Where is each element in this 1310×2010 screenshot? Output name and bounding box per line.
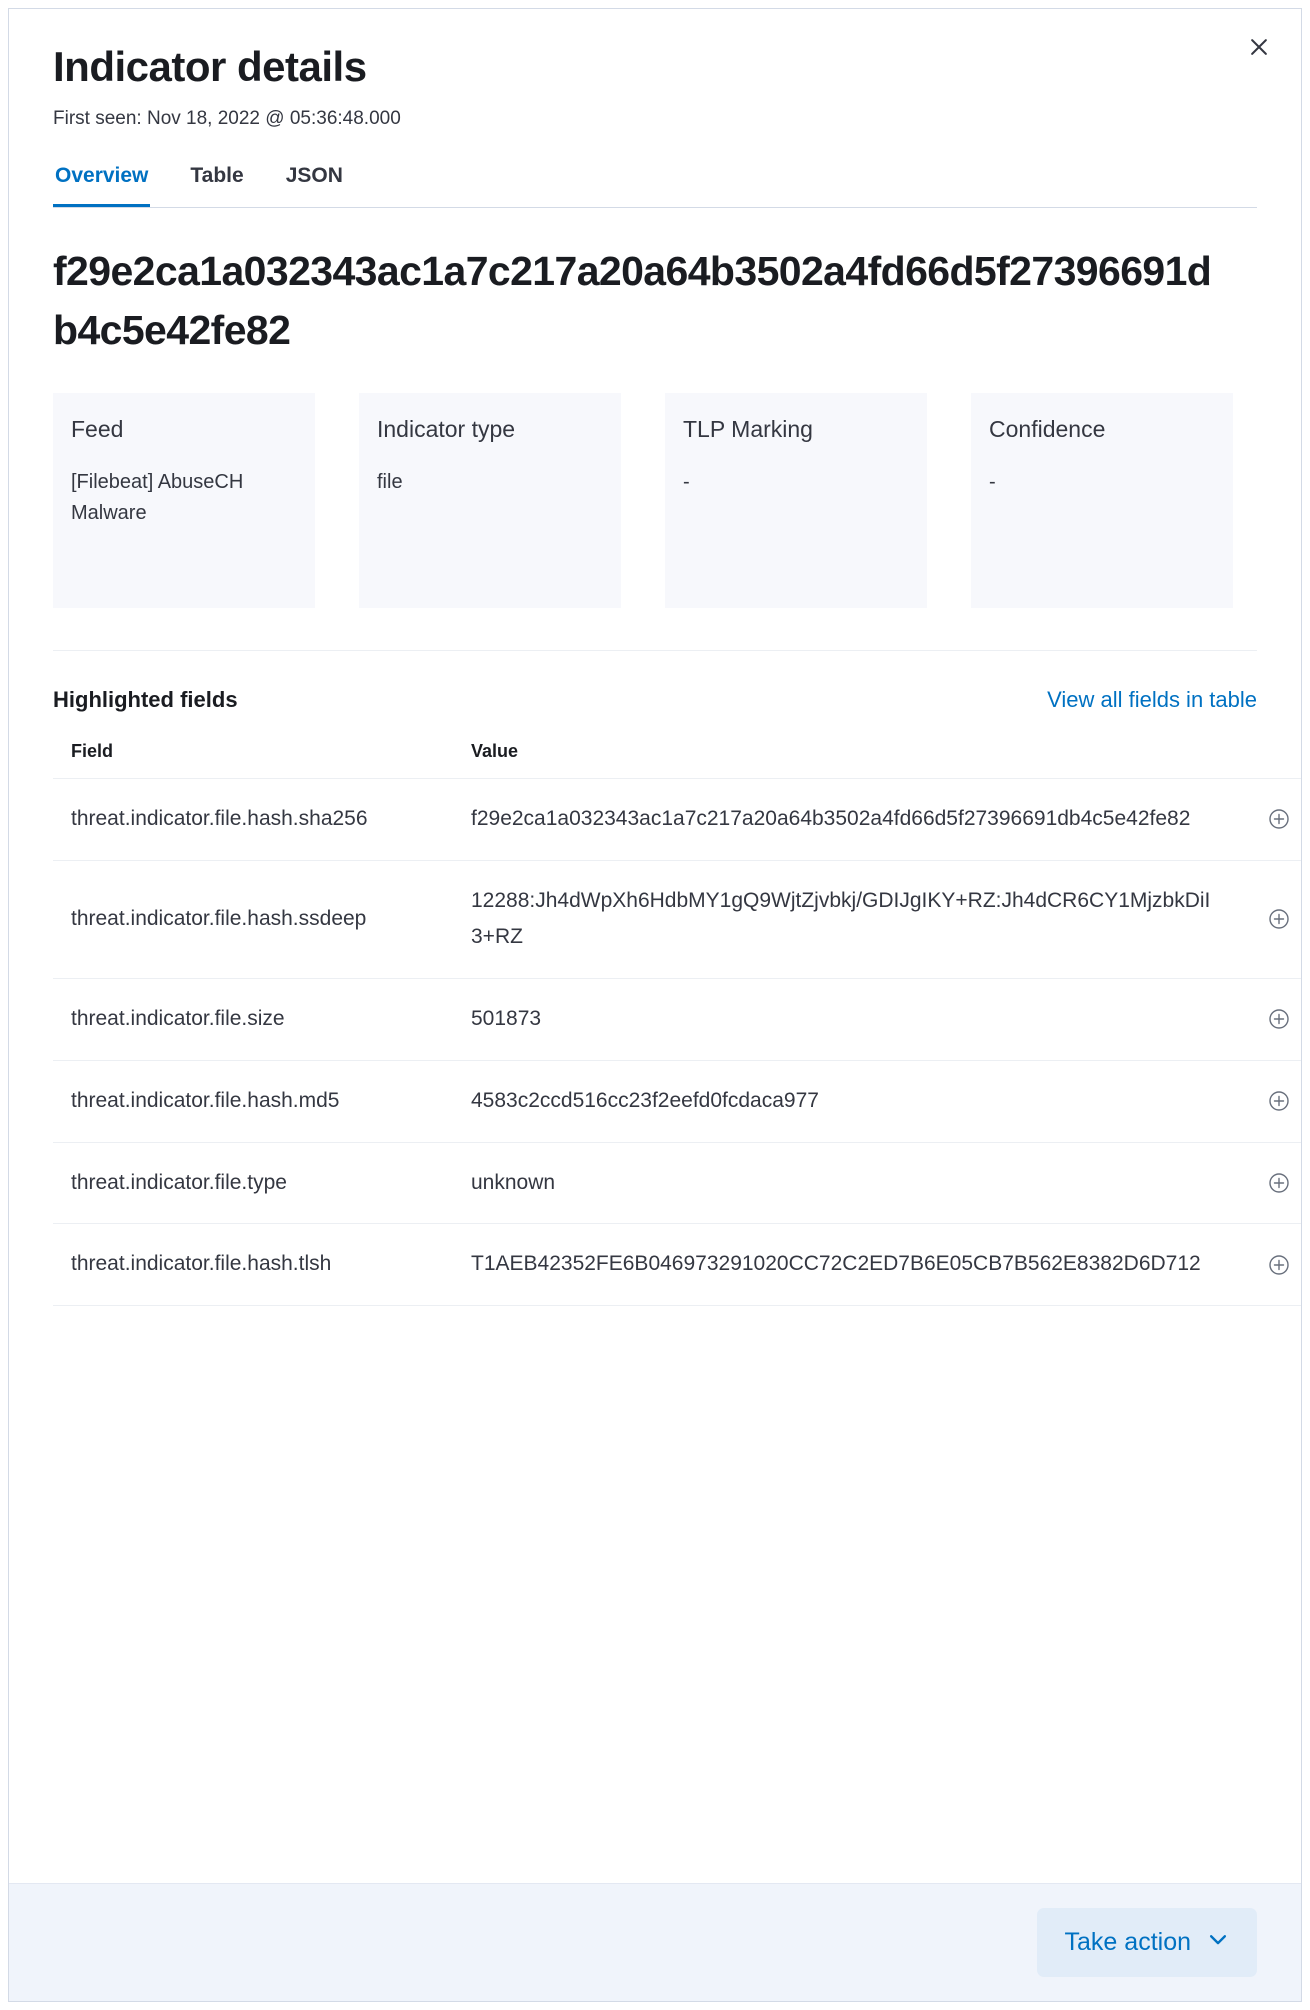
filter-for-value-icon[interactable] (1267, 1007, 1291, 1031)
column-header-actions (1223, 741, 1301, 779)
take-action-button[interactable] (1037, 1908, 1257, 1977)
summary-card-feed (53, 393, 315, 608)
field-name: threat.indicator.file.hash.ssdeep (53, 860, 453, 979)
card-value: [Filebeat] AbuseCH Malware (71, 470, 244, 524)
chevron-down-icon (1207, 1928, 1229, 1957)
table-row (53, 778, 1301, 860)
card-value: - (683, 470, 690, 493)
card-title: Indicator type (377, 415, 516, 442)
highlighted-fields-table (53, 741, 1301, 1306)
field-name: threat.indicator.file.type (53, 1142, 453, 1224)
highlighted-fields-title: Highlighted fields (53, 686, 238, 712)
field-value: 501873 (453, 979, 1223, 1061)
row-actions (1223, 860, 1301, 979)
table-row (53, 1142, 1301, 1224)
card-title: Feed (71, 415, 124, 442)
flyout-tabs (53, 164, 1257, 208)
first-seen-text: First seen: Nov 18, 2022 @ 05:36:48.000 (53, 107, 401, 129)
field-value: 12288:Jh4dWpXh6HdbMY1gQ9WjtZjvbkj/GDIJgIKY+RZ:Jh4dCR6CY1MjzbkDiI3+RZ (453, 860, 1223, 979)
field-value: f29e2ca1a032343ac1a7c217a20a64b3502a4fd66d5f27396691db4c5e42fe82 (453, 778, 1223, 860)
indicator-hash-title: f29e2ca1a032343ac1a7c217a20a64b3502a4fd66d5f27396691db4c5e42fe82 (53, 248, 1212, 353)
field-name: threat.indicator.file.size (53, 979, 453, 1061)
filter-for-value-icon[interactable] (1267, 907, 1291, 931)
field-value: 4583c2ccd516cc23f2eefd0fcdaca977 (453, 1060, 1223, 1142)
field-name: threat.indicator.file.hash.tlsh (53, 1224, 453, 1306)
take-action-label: Take action (1064, 1928, 1191, 1956)
filter-for-value-icon[interactable] (1267, 1089, 1291, 1113)
field-value: T1AEB42352FE6B046973291020CC72C2ED7B6E05CB7B562E8382D6D712 (453, 1224, 1223, 1306)
table-row (53, 1060, 1301, 1142)
flyout-footer (9, 1883, 1301, 2001)
row-actions (1223, 979, 1301, 1061)
table-row (53, 1224, 1301, 1306)
indicator-details-flyout (8, 8, 1302, 2002)
tab-overview[interactable]: Overview (53, 164, 150, 207)
close-icon[interactable] (1239, 27, 1279, 67)
filter-for-value-icon[interactable] (1267, 1171, 1291, 1195)
page-title: Indicator details (53, 43, 367, 90)
section-divider (53, 650, 1257, 651)
table-row (53, 860, 1301, 979)
tab-json[interactable]: JSON (284, 164, 345, 207)
column-header-value: Value (453, 741, 1223, 779)
field-name: threat.indicator.file.hash.sha256 (53, 778, 453, 860)
row-actions (1223, 1060, 1301, 1142)
summary-cards (53, 393, 1257, 608)
field-value: unknown (453, 1142, 1223, 1224)
highlighted-fields-header (53, 687, 1257, 713)
row-actions (1223, 1142, 1301, 1224)
flyout-body (9, 208, 1301, 1883)
column-header-field: Field (53, 741, 453, 779)
tab-table[interactable]: Table (188, 164, 245, 207)
row-actions (1223, 1224, 1301, 1306)
filter-for-value-icon[interactable] (1267, 1253, 1291, 1277)
row-actions (1223, 778, 1301, 860)
summary-card-confidence (971, 393, 1233, 608)
card-title: Confidence (989, 415, 1106, 442)
summary-card-tlp-marking (665, 393, 927, 608)
summary-card-indicator-type (359, 393, 621, 608)
view-all-fields-link[interactable]: View all fields in table (1047, 686, 1257, 712)
card-title: TLP Marking (683, 415, 813, 442)
table-header-row (53, 741, 1301, 779)
filter-for-value-icon[interactable] (1267, 807, 1291, 831)
card-value: - (989, 470, 996, 493)
card-value: file (377, 470, 403, 493)
flyout-header (9, 9, 1301, 208)
table-row (53, 979, 1301, 1061)
field-name: threat.indicator.file.hash.md5 (53, 1060, 453, 1142)
